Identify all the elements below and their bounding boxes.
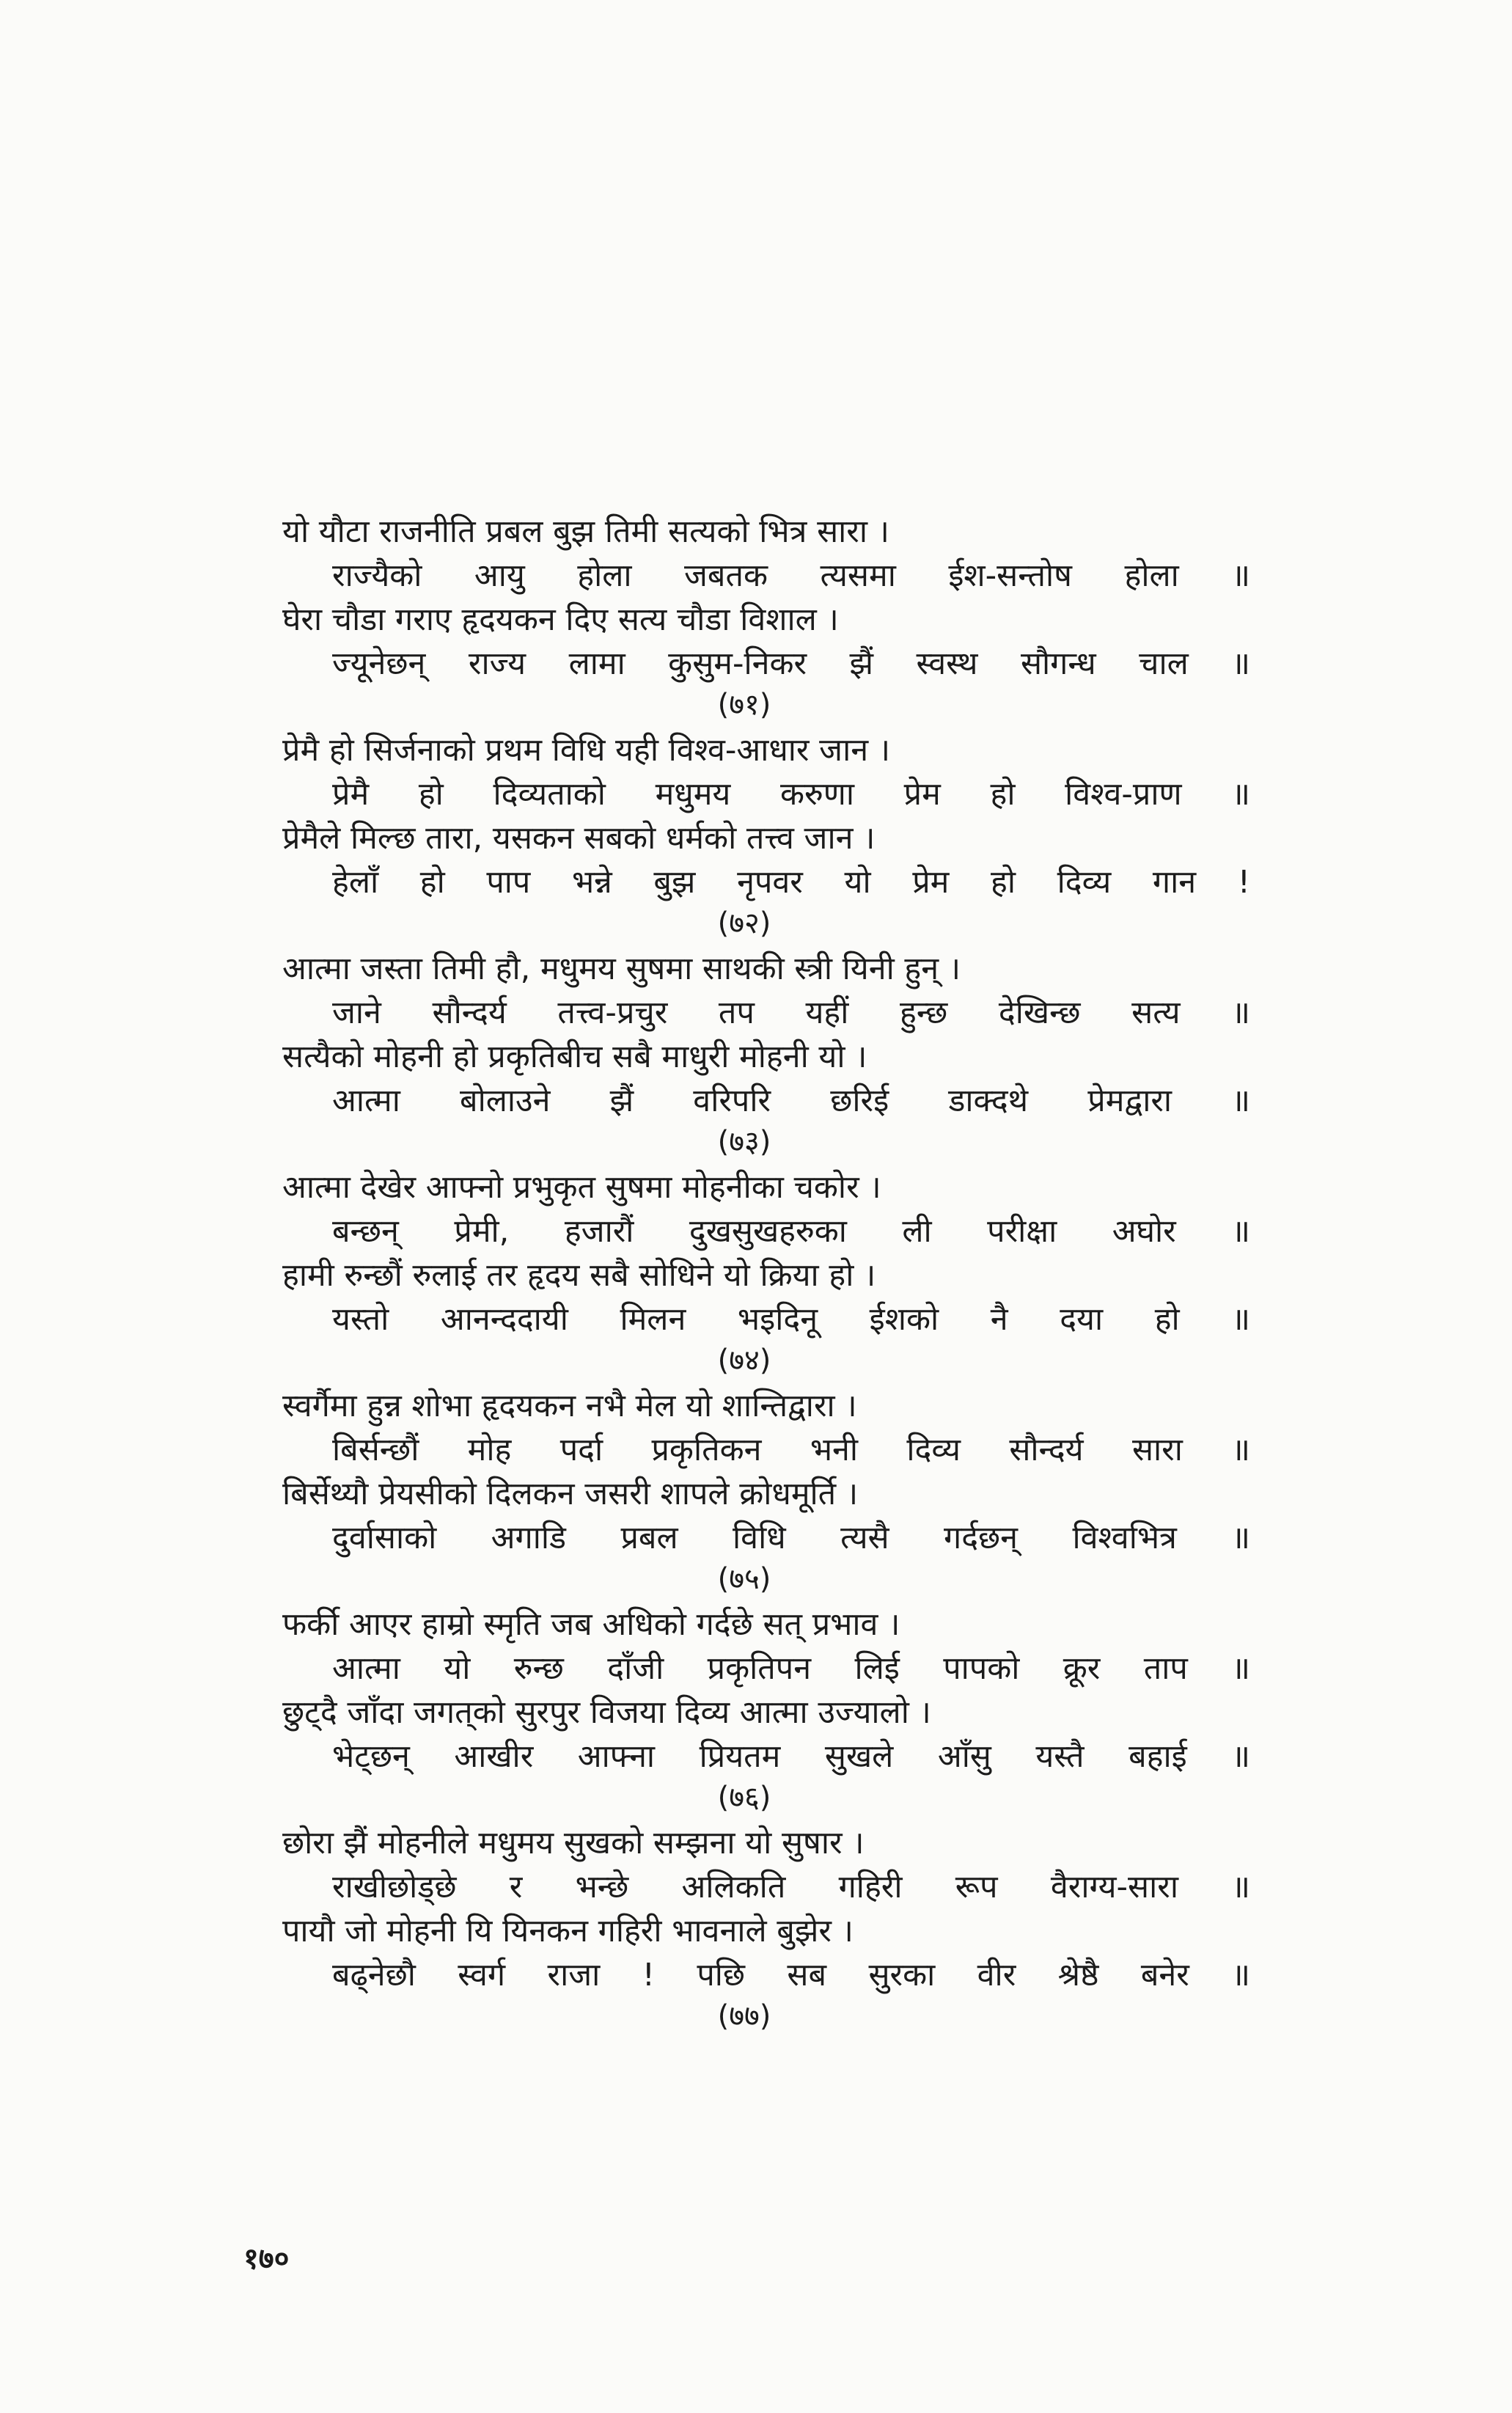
verse-line: राखीछोड्छे र भन्छे अलिकति गहिरी रूप वैराग्य-सारा ॥: [332, 1869, 1250, 1905]
verse-line: राज्यैको आयु होला जबतक त्यसमा ईश-सन्तोष होला ॥: [332, 557, 1250, 594]
verse-line: हेलाँ हो पाप भन्ने बुझ नृपवर यो प्रेम हो दिव्य गान !: [332, 864, 1250, 901]
verse-line: आत्मा बोलाउने झैं वरिपरि छरिई डाक्दथे प्रेमद्वारा ॥: [332, 1083, 1250, 1119]
verse-line: सत्यैको मोहनी हो प्रकृतिबीच सबै माधुरी मोहनी यो ।: [282, 1039, 867, 1075]
verse-line: ज्यूनेछन् राज्य लामा कुसुम-निकर झैं स्वस्थ सौगन्ध चाल ॥: [332, 645, 1250, 682]
verse-number: (७६): [717, 1781, 771, 1815]
stanza-77: [282, 1821, 1250, 2035]
stanza-75: [282, 1384, 1250, 1598]
verse-line: प्रेमैले मिल्छ तारा, यसकन सबको धर्मको तत्त्व जान ।: [282, 820, 876, 857]
verse-line: बिर्सेथ्यौ प्रेयसीको दिलकन जसरी शापले क्रोधमूर्ति ।: [282, 1476, 859, 1512]
verse-line: यो यौटा राजनीति प्रबल बुझ तिमी सत्यको भित्र सारा ।: [282, 513, 889, 550]
stanza-76: [282, 1603, 1250, 1817]
page-number: १७०: [243, 2242, 290, 2276]
verse-line: प्रेमै हो दिव्यताको मधुमय करुणा प्रेम हो विश्व-प्राण ॥: [332, 776, 1250, 813]
verse-line: बन्छन् प्रेमी, हजारौं दुखसुखहरुका ली परीक्षा अघोर ॥: [332, 1213, 1250, 1250]
verse-line: आत्मा देखेर आफ्नो प्रभुकृत सुषमा मोहनीका चकोर ।: [282, 1169, 881, 1206]
poem-body: [282, 510, 1250, 2040]
verse-number: (७५): [717, 1562, 771, 1596]
verse-line: छुट्दै जाँदा जगत्‌को सुरपुर विजया दिव्य आत्मा उज्यालो ।: [282, 1694, 931, 1731]
verse-number: (७७): [717, 1999, 771, 2033]
verse-line: बिर्सन्छौं मोह पर्दा प्रकृतिकन भनी दिव्य सौन्दर्य सारा ॥: [332, 1432, 1250, 1468]
verse-line: यस्तो आनन्ददायी मिलन भइदिनू ईशको नै दया हो ॥: [332, 1301, 1250, 1338]
verse-number: (७३): [717, 1125, 771, 1159]
stanza-72: [282, 728, 1250, 942]
verse-line: बढ्नेछौ स्वर्ग राजा ! पछि सब सुरका वीर श्रेष्ठै बनेर ॥: [332, 1957, 1250, 1993]
verse-line: दुर्वासाको अगाडि प्रबल विधि त्यसै गर्दछन् विश्वभित्र ॥: [332, 1520, 1250, 1556]
verse-number: (७४): [717, 1344, 771, 1377]
verse-line: आत्मा यो रुन्छ दाँजी प्रकृतिपन लिई पापको क्रूर ताप ॥: [332, 1650, 1250, 1687]
verse-line: भेट्छन् आखीर आफ्ना प्रियतम सुखले आँसु यस्तै बहाई ॥: [332, 1738, 1250, 1775]
verse-line: स्वर्गैमा हुन्न शोभा हृदयकन नभै मेल यो शान्तिद्वारा ।: [282, 1388, 857, 1424]
verse-number: (७२): [717, 907, 771, 940]
verse-line: फर्की आएर हाम्रो स्मृति जब अधिको गर्दछे सत् प्रभाव ।: [282, 1606, 900, 1643]
verse-number: (७१): [717, 688, 771, 722]
verse-line: घेरा चौडा गराए हृदयकन दिए सत्य चौडा विशाल ।: [282, 601, 839, 638]
stanza-71: [282, 510, 1250, 724]
verse-line: जाने सौन्दर्य तत्त्व-प्रचुर तप यहीं हुन्छ देखिन्छ सत्य ॥: [332, 995, 1250, 1031]
stanza-73: [282, 947, 1250, 1161]
verse-line: आत्मा जस्ता तिमी हौ, मधुमय सुषमा साथकी स्त्री यिनी हुन् ।: [282, 951, 961, 987]
verse-line: पायौ जो मोहनी यि यिनकन गहिरी भावनाले बुझेर ।: [282, 1913, 854, 1949]
stanza-74: [282, 1165, 1250, 1380]
verse-line: प्रेमै हो सिर्जनाको प्रथम विधि यही विश्व-आधार जान ।: [282, 732, 891, 769]
verse-line: छोरा झैं मोहनीले मधुमय सुखको सम्झना यो सुषार ।: [282, 1825, 865, 1861]
verse-line: हामी रुन्छौं रुलाई तर हृदय सबै सोधिने यो क्रिया हो ।: [282, 1257, 876, 1294]
